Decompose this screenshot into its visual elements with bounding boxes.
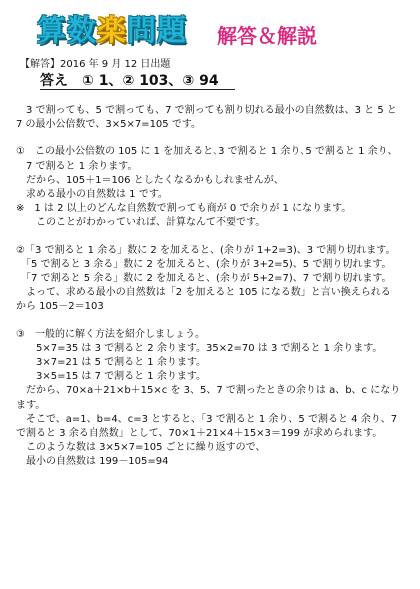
explanation-line: ① この最小公倍数の 105 に 1 を加えると､3 で割ると 1 余り､5 で割ると 1 余り、 [16,146,398,158]
explanation-line: よって、求める最小の自然数は「2 を加えると 105 になる数」と言い換えられる [16,287,391,299]
explanation-line: だから、70×a＋21×b＋15×c を 3、5、7 で割ったときの余りは a、b、c になり [16,385,401,397]
explanation-line: だから、105＋1＝106 としたくなるかもしれませんが、 [16,174,284,186]
explanation-line: で割ると 3 余る自然数」として、70×1＋21×4＋15×3＝199 が求められます。 [16,428,383,440]
explanation-line: ※ 1 は 2 以上のどんな自然数で割っても商が 0 で余りが 1 になります。 [16,203,352,215]
explanation-line: 7 の最小公倍数で、3×5×7=105 です。 [16,119,202,131]
paragraph-gap [16,231,408,244]
explanation-line: ②「3 で割ると 1 余る」数に 2 を加えると、(余りが 1+2=3)、3 で割り切れます。 [16,244,396,256]
paragraph-gap [16,132,408,145]
explanation-line: 最小の自然数は 199－105=94 [16,456,169,468]
logo-title: 算数楽問題 [37,13,188,47]
explanation-line: 求める最小の自然数は 1 です。 [16,189,168,201]
explanation-body [16,104,408,470]
explanation-line: 「7 で割ると 5 余る」数に 2 を加えると、(余りが 5+2=7)、7 で割り切れます。 [16,273,392,285]
explanation-line: 7 で割ると 1 余ります。 [16,160,138,172]
explanation-line: 5×7=35 は 3 で割ると 2 余ります。35×2=70 は 3 で割ると 1 余ります。 [16,342,383,354]
explanation-line: このような数は 3×5×7=105 ごとに繰り返すので、 [16,442,266,454]
explanation-line: ③ 一般的に解く方法を紹介しましょう。 [16,328,205,340]
explanation-line: 3×7=21 は 5 で割ると 1 余ります。 [16,357,207,369]
paragraph-gap [16,315,408,328]
explanation-line: 「5 で割ると 3 余る」数に 2 を加えると、(余りが 3+2=5)、5 で割り切れます。 [16,258,392,270]
explanation-line: このことがわかっていれば、計算なんて不要です。 [16,217,266,229]
answer-underline [40,89,235,90]
explanation-line: から 105－2＝103 [16,301,104,313]
answer-summary: 答え ① 1、② 103、③ 94 [40,73,219,89]
explanation-line: 3×5=15 は 7 で割ると 1 余ります。 [16,371,207,383]
question-date: 【解答】2016 年 9 月 12 日出題 [20,59,171,70]
subtitle: 解答＆解説 [217,24,317,48]
explanation-line: 3 で割っても、5 で割っても、7 で割っても割り切れる最小の自然数は、3 と 5 と [16,105,397,116]
explanation-line: ます。 [16,399,46,411]
explanation-line: そこで、a=1、b=4、c=3 とすると、｢3 で割ると 1 余り、5 で割ると 4 余り、7 [16,413,398,425]
